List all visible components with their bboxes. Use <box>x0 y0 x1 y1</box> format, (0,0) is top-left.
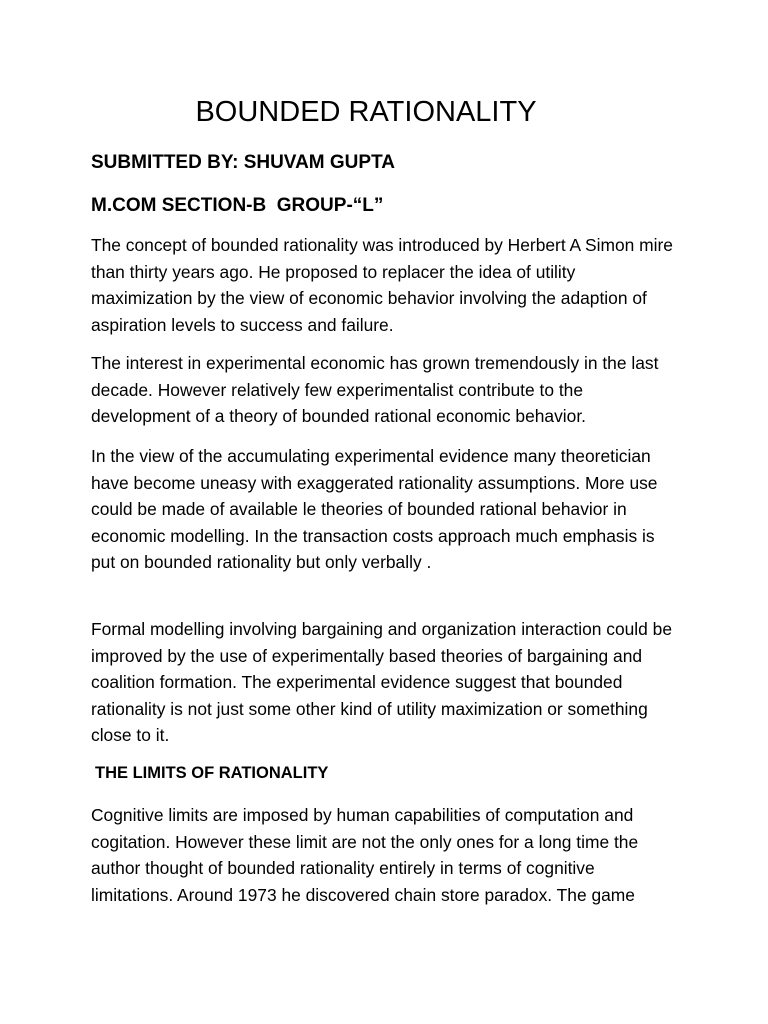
paragraph-3: In the view of the accumulating experimental evidence many theoretician have become uneasy with exaggerated rationality assumptions. More use could be made of available le theories of bounded rational behavior in economic modelling. In the transaction costs approach much emphasis is put on bounded rationality but only verbally . <box>91 446 658 573</box>
submitted-by-line: SUBMITTED BY: SHUVAM GUPTA <box>91 152 395 173</box>
paragraph-4: Formal modelling involving bargaining and organization interaction could be improved by the use of experimentally based theories of bargaining and coalition formation. The experimental evidence suggest that bounded rationality is not just some other kind of utility maximization or something close to it. <box>91 619 673 746</box>
document-title: BOUNDED RATIONALITY <box>195 96 537 128</box>
section-paragraph: Cognitive limits are imposed by human capabilities of computation and cogitation. However these limit are not the only ones for a long time the author thought of bounded rationality entirely in terms of cognitive limitations. Around 1973 he discovered chain store paradox. The game <box>91 805 639 905</box>
section-group-line: M.COM SECTION-B GROUP-“L” <box>91 195 384 216</box>
section-heading-limits: THE LIMITS OF RATIONALITY <box>95 764 329 782</box>
paragraph-2: The interest in experimental economic has grown tremendously in the last decade. However relatively few experimentalist contribute to the development of a theory of bounded rational economic behavior. <box>91 353 659 427</box>
paragraph-1: The concept of bounded rationality was introduced by Herbert A Simon mire than thirty years ago. He proposed to replacer the idea of utility maximization by the view of economic behavior involving the adaption of aspiration levels to success and failure. <box>91 235 673 335</box>
